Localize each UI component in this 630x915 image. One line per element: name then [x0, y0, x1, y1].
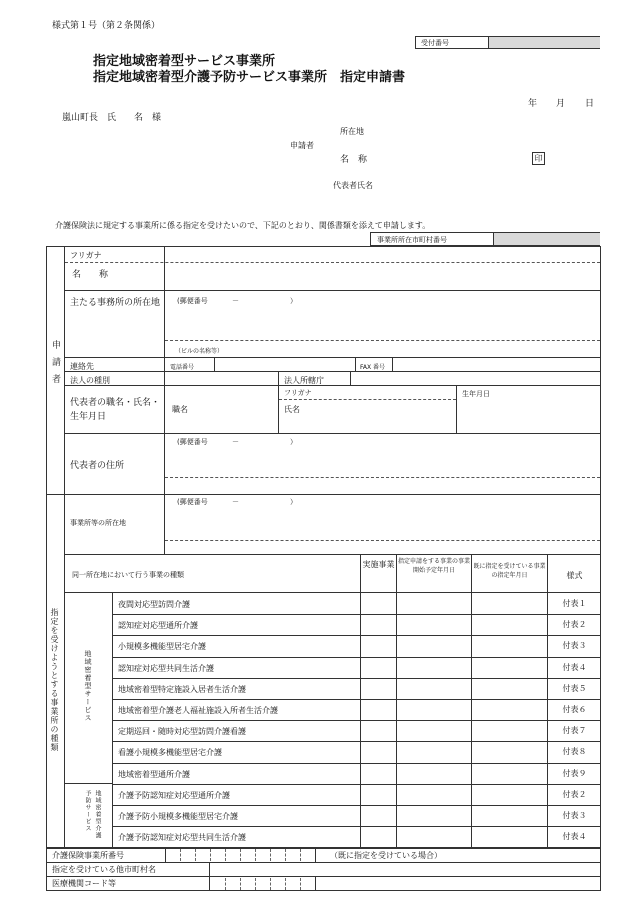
job-title-label: 職名	[172, 405, 188, 414]
service-name: 地域密着型介護老人福祉施設入所者生活介護	[118, 706, 278, 715]
rep-title-name-dob-label: 代表者の職名・氏名・生年月日	[70, 398, 161, 422]
service-implement-cell[interactable]	[362, 595, 395, 613]
service-form: 付表７	[562, 726, 587, 736]
municipality-number-box	[370, 232, 600, 246]
service-implement-cell[interactable]	[362, 828, 395, 846]
service-name: 定期巡回・随時対応型訪問介護看護	[118, 727, 246, 737]
service-name: 夜間対応型訪問介護	[118, 600, 190, 609]
row-divider	[112, 741, 601, 742]
row-divider	[112, 784, 601, 785]
service-name: 地域密着型特定施設入居者生活介護	[118, 684, 246, 694]
group1-label: 地域密着型サービス	[84, 650, 92, 722]
group2-label: 地域密着型介護予防サービス	[84, 790, 101, 839]
col-start-date: 指定申請をする事業の事業開始予定年月日	[398, 558, 471, 574]
service-implement-cell[interactable]	[362, 701, 395, 719]
service-form: 付表３	[562, 641, 587, 651]
service-implement-cell[interactable]	[362, 680, 395, 698]
corp-authority-label: 法人所轄庁	[284, 376, 324, 385]
rep-address-label: 代表者の住所	[70, 461, 125, 471]
service-form: 付表４	[562, 662, 587, 672]
office-postal-label: (郵便番号	[177, 498, 208, 506]
receipt-label: 受付番号	[421, 39, 449, 47]
service-form: 付表８	[562, 747, 587, 757]
service-form: 付表４	[562, 832, 587, 842]
service-name: 介護予防認知症対応型共同生活介護	[118, 833, 246, 843]
service-implement-cell[interactable]	[362, 637, 395, 655]
row-divider	[112, 720, 601, 721]
title-line1: 指定地域密着型サービス事業所	[93, 54, 276, 69]
corp-type-label: 法人の種別	[70, 376, 110, 385]
service-form: 付表１	[562, 599, 587, 608]
main-office-address-label: 主たる事務所の所在地	[70, 298, 161, 308]
municipality-number-field[interactable]	[493, 233, 600, 245]
service-form: 付表６	[562, 705, 587, 714]
service-form: 付表３	[562, 811, 587, 820]
other-municipality-label: 指定を受けている他市町村名	[52, 865, 156, 874]
service-name: 小規模多機能型居宅介護	[118, 642, 206, 652]
service-name: 介護予防認知症対応型通所介護	[118, 790, 230, 800]
office-postal-dash: －	[232, 498, 239, 506]
furigana-label: フリガナ	[70, 251, 102, 260]
row-divider	[112, 614, 601, 615]
col-implement: 実施事業	[362, 560, 395, 569]
service-name: 看護小規模多機能型居宅介護	[118, 748, 222, 758]
service-form: 付表２	[562, 789, 587, 799]
dob-label: 生年月日	[462, 390, 490, 398]
form-number: 様式第１号（第２条関係）	[52, 21, 161, 31]
service-implement-cell[interactable]	[362, 722, 395, 740]
row-divider	[112, 657, 601, 658]
office-location-label: 事業所等の所在地	[70, 519, 126, 527]
name-field[interactable]	[166, 263, 598, 289]
representative-label: 代表者氏名	[333, 181, 373, 190]
same-location-header: 同一所在地において行う事業の種類	[72, 571, 184, 579]
row-divider	[112, 763, 601, 764]
municipality-number-label: 事業所所在市町村番号	[377, 236, 447, 244]
applicant-label: 申請者	[290, 141, 314, 150]
receipt-number-field[interactable]	[488, 37, 600, 48]
rep-postal-close: ）	[290, 438, 297, 446]
date-day: 日	[585, 99, 595, 109]
rep-postal-label: (郵便番号	[177, 438, 208, 446]
col-form: 様式	[566, 571, 583, 580]
rep-postal-dash: －	[232, 438, 239, 446]
intro-text: 介護保険法に規定する事業所に係る指定を受けたいので、下記のとおり、関係書類を添えて申請します。	[55, 221, 431, 230]
service-form: 付表５	[562, 683, 587, 693]
service-form: 付表２	[562, 620, 587, 630]
col-already: 既に指定を受けている事業の指定年月日	[473, 563, 546, 579]
service-name: 地域密着型通所介護	[118, 769, 190, 779]
medical-code-label: 医療機関コード等	[52, 879, 116, 888]
location-label: 所在地	[340, 127, 364, 136]
service-implement-cell[interactable]	[362, 786, 395, 804]
date-year: 年	[528, 99, 538, 109]
already-note: （既に指定を受けている場合）	[330, 851, 442, 860]
service-implement-cell[interactable]	[362, 807, 395, 825]
service-implement-cell[interactable]	[362, 743, 395, 761]
rep-furigana-label: フリガナ	[284, 389, 312, 397]
row-divider	[112, 635, 601, 636]
fax-label: FAX 番号	[360, 364, 386, 371]
date-month: 月	[556, 99, 566, 109]
name-row-label: 名 称	[72, 270, 109, 280]
seal-stamp: 印	[532, 152, 545, 165]
service-implement-cell[interactable]	[362, 616, 395, 634]
row-divider	[112, 699, 601, 700]
name-label: 名 称	[340, 155, 368, 165]
receipt-number-box	[415, 36, 600, 49]
office-postal-close: ）	[290, 498, 297, 506]
applicant-side-label: 申請者	[50, 340, 60, 391]
service-form: 付表９	[562, 768, 587, 778]
service-implement-cell[interactable]	[362, 659, 395, 677]
title-line2: 指定地域密着型介護予防サービス事業所 指定申請書	[93, 70, 406, 85]
row-divider	[112, 826, 601, 827]
rep-name-label: 氏名	[284, 405, 300, 414]
service-name: 認知症対応型共同生活介護	[118, 663, 214, 673]
addressee: 嵐山町長 氏 名 様	[62, 113, 162, 123]
service-name: 介護予防小規模多機能型居宅介護	[118, 812, 238, 821]
postal-label: (郵便番号	[177, 297, 208, 305]
insurance-number-label: 介護保険事業所番号	[52, 851, 124, 860]
service-name: 認知症対応型通所介護	[118, 621, 198, 631]
contact-label: 連絡先	[70, 362, 94, 371]
row-divider	[112, 678, 601, 679]
service-implement-cell[interactable]	[362, 765, 395, 783]
phone-label: 電話番号	[170, 364, 195, 371]
building-label: （ビルの名称等）	[175, 348, 224, 355]
postal-dash: －	[232, 297, 239, 305]
row-divider	[112, 805, 601, 806]
postal-close: ）	[290, 297, 297, 305]
services-side-label: 指定を受けようとする事業所の種類	[50, 608, 59, 752]
